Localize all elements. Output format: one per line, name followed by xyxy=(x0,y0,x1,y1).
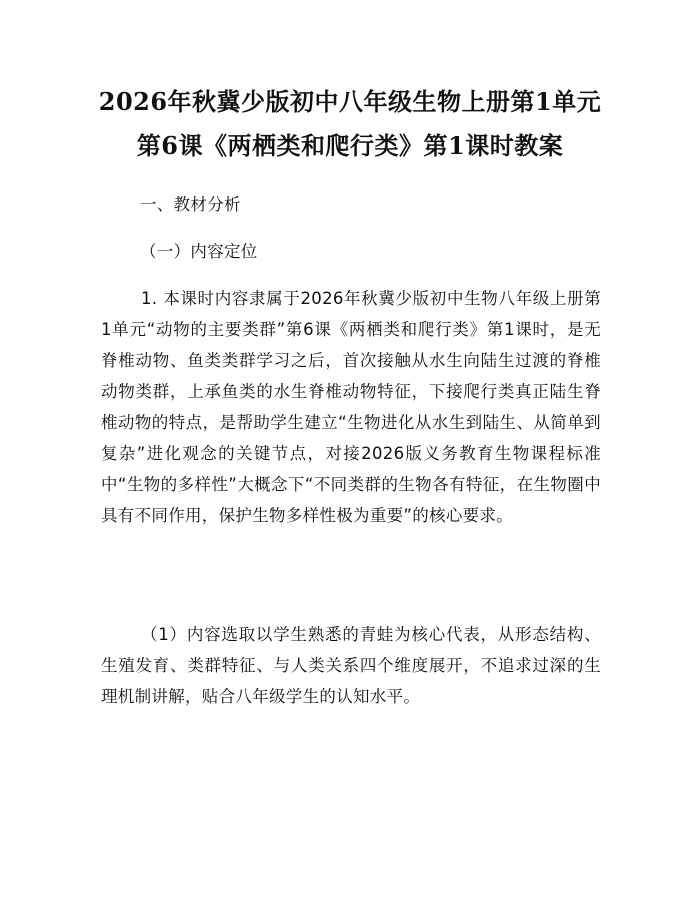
section-heading: 一、教材分析 xyxy=(140,195,241,214)
document-title: 2026年秋冀少版初中八年级生物上册第1单元第6课《两栖类和爬行类》第1课时教案 xyxy=(98,87,602,160)
paragraph-content-selection: （1）内容选取以学生熟悉的青蛙为核心代表，从形态结构、生殖发育、类群特征、与人类关系四个维度展开，不追求过深的生理机制讲解，贴合八年级学生的认知水平。 xyxy=(101,625,601,706)
subsection-heading: （一）内容定位 xyxy=(140,242,258,261)
paragraph-content-positioning: 1. 本课时内容隶属于2026年秋冀少版初中生物八年级上册第1单元“动物的主要类群”第6课《两栖类和爬行类》第1课时，是无脊椎动物、鱼类类群学习之后，首次接触从水生向陆生过渡的脊椎动物类群，上承鱼类的水生脊椎动物特征，下接爬行类真正陆生脊椎动物的特点，是帮助学生建立“生物进化从水生到陆生、从简单到复杂”进化观念的关键节点，对接2026版义务教育生物课程标准中“生物的多样性”大概念下“不同类群的生物各有特征，在生物圈中具有不同作用，保护生物多样性极为重要”的核心要求。 xyxy=(101,289,601,525)
